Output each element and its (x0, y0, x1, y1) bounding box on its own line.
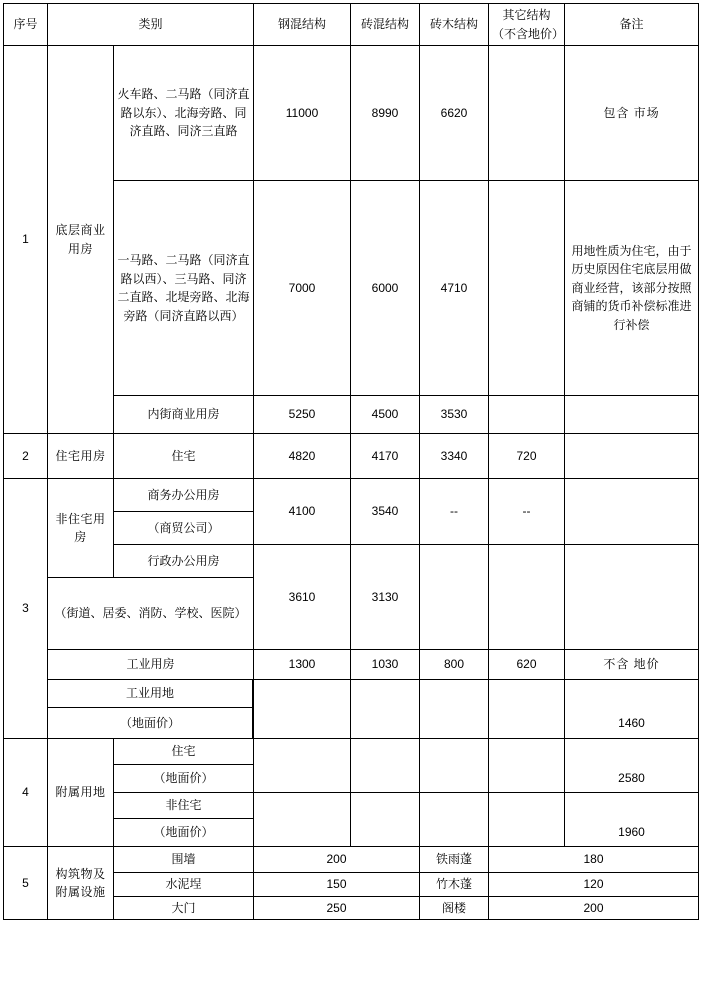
value-bc: 6000 (351, 181, 420, 396)
value-bc (351, 739, 420, 793)
row-no-1: 1 (4, 46, 48, 434)
row-no-3: 3 (4, 479, 48, 739)
facility-name-b: 铁雨蓬 (420, 847, 489, 873)
value-other (489, 181, 565, 396)
remark-cell: 1460 (565, 680, 699, 739)
item-desc-line1: 商务办公用房 (114, 479, 254, 512)
item-desc-line1: 非住宅 (114, 793, 254, 819)
compensation-standard-table (3, 3, 699, 920)
value-other (489, 793, 565, 847)
facility-value-a: 150 (254, 873, 420, 897)
value-other: 620 (489, 650, 565, 680)
row-no-2: 2 (4, 434, 48, 479)
value-other (489, 396, 565, 434)
value-bw: -- (420, 479, 489, 545)
value-rc: 11000 (254, 46, 351, 181)
value-bw: 3340 (420, 434, 489, 479)
table-row (4, 434, 699, 479)
item-desc-line2: （街道、居委、消防、学校、医院） (48, 578, 254, 650)
value-bc: 4170 (351, 434, 420, 479)
header-other: 其它结构（不含地价） (489, 4, 565, 46)
value-other (489, 739, 565, 793)
value-bc: 8990 (351, 46, 420, 181)
header-brick-concrete: 砖混结构 (351, 4, 420, 46)
item-desc: 工业用房 (48, 650, 254, 680)
value-rc: 4820 (254, 434, 351, 479)
facility-value-b: 200 (489, 896, 699, 920)
header-no: 序号 (4, 4, 48, 46)
facility-name-a: 围墙 (114, 847, 254, 873)
facility-name-b: 竹木蓬 (420, 873, 489, 897)
value-other (489, 545, 565, 650)
item-desc: 火车路、二马路（同济直路以东）、北海旁路、同济直路、同济三直路 (114, 46, 254, 181)
header-brick-wood: 砖木结构 (420, 4, 489, 46)
value-bw: 4710 (420, 181, 489, 396)
item-desc-line1: 行政办公用房 (114, 545, 254, 578)
item-desc: 一马路、二马路（同济直路以西）、三马路、同济二直路、北堤旁路、北海旁路（同济直路以西） (114, 181, 254, 396)
group-label-2: 住宅用房 (48, 434, 114, 479)
item-desc-line1: 住宅 (114, 739, 254, 765)
item-desc-stack (48, 680, 254, 739)
value-bc: 1030 (351, 650, 420, 680)
facility-name-a: 水泥埕 (114, 873, 254, 897)
value-bc: 4500 (351, 396, 420, 434)
value-bw (420, 545, 489, 650)
table-row (4, 479, 699, 512)
item-desc-line2: （地面价） (48, 707, 253, 738)
item-desc-line2: （地面价） (114, 765, 254, 793)
row-no-4: 4 (4, 739, 48, 847)
table-row (4, 46, 699, 181)
value-bc (351, 680, 420, 739)
facility-value-a: 250 (254, 896, 420, 920)
value-rc: 5250 (254, 396, 351, 434)
value-bw: 6620 (420, 46, 489, 181)
table-row (4, 680, 699, 739)
facility-value-b: 120 (489, 873, 699, 897)
facility-value-b: 180 (489, 847, 699, 873)
value-rc (254, 739, 351, 793)
item-desc-line1: 工业用地 (48, 680, 253, 707)
group-label-1: 底层商业用房 (48, 46, 114, 434)
value-other: -- (489, 479, 565, 545)
table-row (4, 739, 699, 765)
header-rc: 钢混结构 (254, 4, 351, 46)
value-bc: 3540 (351, 479, 420, 545)
table-header-row (4, 4, 699, 46)
remark-cell (565, 479, 699, 545)
value-bw (420, 793, 489, 847)
remark-cell (565, 396, 699, 434)
item-desc-line2: （地面价） (114, 819, 254, 847)
value-rc: 1300 (254, 650, 351, 680)
item-desc-line2: （商贸公司） (114, 512, 254, 545)
value-bw (420, 680, 489, 739)
facility-name-a: 大门 (114, 896, 254, 920)
table-row (4, 650, 699, 680)
remark-cell: 用地性质为住宅，由于历史原因住宅底层用做商业经营，该部分按照商铺的货币补偿标准进行补偿 (565, 181, 699, 396)
table-row (4, 847, 699, 873)
remark-cell: 包含 市场 (565, 46, 699, 181)
remark-cell (565, 434, 699, 479)
item-desc: 住宅 (114, 434, 254, 479)
remark-cell: 不含 地价 (565, 650, 699, 680)
header-category: 类别 (48, 4, 254, 46)
remark-cell: 2580 (565, 739, 699, 793)
value-other (489, 46, 565, 181)
value-bw: 3530 (420, 396, 489, 434)
group-label-3: 非住宅用房 (48, 479, 114, 578)
remark-cell: 1960 (565, 793, 699, 847)
item-desc: 内街商业用房 (114, 396, 254, 434)
value-rc: 4100 (254, 479, 351, 545)
value-bw: 800 (420, 650, 489, 680)
value-bw (420, 739, 489, 793)
remark-cell (565, 545, 699, 650)
header-remark: 备注 (565, 4, 699, 46)
value-rc (254, 793, 351, 847)
row-no-5: 5 (4, 847, 48, 920)
value-other: 720 (489, 434, 565, 479)
value-bc (351, 793, 420, 847)
facility-value-a: 200 (254, 847, 420, 873)
value-rc (254, 680, 351, 739)
value-rc: 7000 (254, 181, 351, 396)
value-bc: 3130 (351, 545, 420, 650)
value-rc: 3610 (254, 545, 351, 650)
facility-name-b: 阁楼 (420, 896, 489, 920)
group-label-5: 构筑物及附属设施 (48, 847, 114, 920)
value-other (489, 680, 565, 739)
group-label-4: 附属用地 (48, 739, 114, 847)
